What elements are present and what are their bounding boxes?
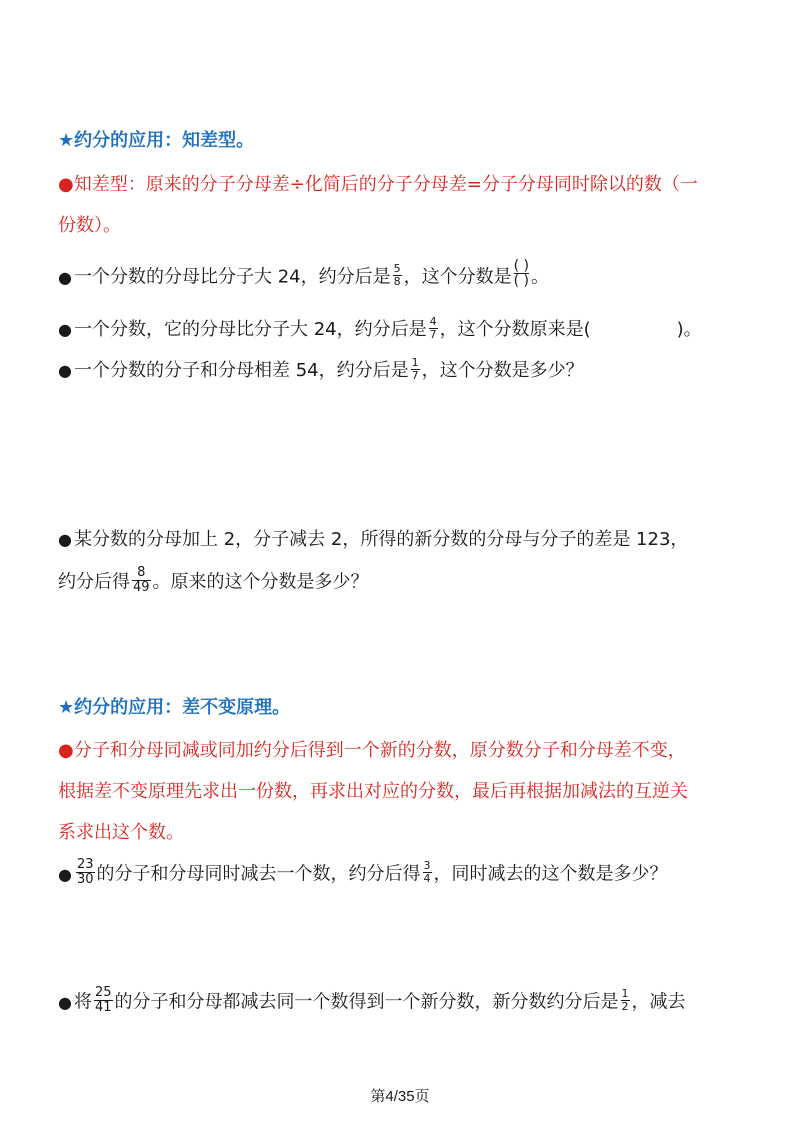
rule-text-2-line3: 系求出这个数。 (58, 822, 184, 843)
fraction-numerator: 23 (76, 857, 94, 872)
question-6 (58, 985, 686, 1017)
question-text: 的分子和分母同时减去一个数，约分后得 (96, 863, 421, 885)
question-5 (58, 857, 668, 889)
fraction (76, 858, 95, 887)
page-number: 第4/35页 (370, 1088, 430, 1105)
section-heading-1: ★约分的应用：知差型。 (58, 130, 255, 151)
bullet: ● (58, 361, 72, 380)
fraction-numerator: 25 (94, 985, 112, 1000)
fraction (621, 988, 630, 1013)
question-text: )。 (676, 319, 702, 340)
question-text: 。 (530, 266, 549, 288)
question-2 (58, 314, 702, 343)
question-text: 将 (73, 991, 92, 1013)
fraction-numerator: 4 (429, 314, 437, 328)
fraction (393, 263, 402, 288)
fraction-denominator: 30 (76, 872, 94, 887)
fraction (429, 316, 438, 341)
question-text: 的分子和分母都减去同一个数得到一个新分数，新分数约分后是 (114, 991, 619, 1013)
fraction (94, 986, 113, 1015)
blank-numerator: ( ) (513, 258, 529, 274)
question-text: ，同时减去的这个数是多少？ (433, 863, 668, 885)
bullet: ● (58, 267, 72, 287)
rule-text-1-line1: ●知差型：原来的分子分母差÷化简后的分子分母差=分子分母同时除以的数（一 (58, 174, 698, 195)
question-text: 某分数的分母加上 2，分子减去 2，所得的新分数的分母与分子的差是 123， (73, 529, 689, 550)
question-text: ，这个分数是 (403, 266, 512, 288)
question-text: 一个分数的分子和分母相差 54，约分后是 (73, 360, 409, 381)
rule-text-2-line2: 根据差不变原理先求出一份数，再求出对应的分数，最后再根据加减法的互逆关 (58, 781, 688, 802)
fraction-numerator: 3 (423, 859, 431, 872)
bullet: ● (58, 864, 72, 884)
fraction-denominator: 7 (411, 368, 419, 382)
fraction-numerator: 8 (137, 565, 146, 580)
fraction-numerator: 1 (411, 355, 419, 369)
question-text: ，这个分数是多少？ (421, 360, 584, 381)
question-text: 约分后得 (58, 571, 130, 593)
fraction-numerator: 1 (621, 987, 629, 1000)
fraction-denominator: 49 (133, 580, 150, 595)
question-3 (58, 355, 584, 384)
fraction (423, 860, 432, 885)
question-text: 一个分数的分母比分子大 24，约分后是 (73, 266, 391, 288)
question-4-line1 (58, 527, 688, 553)
fraction-numerator: 5 (393, 262, 401, 275)
question-text: ，减去 (631, 991, 686, 1013)
question-4-line2 (58, 565, 369, 597)
section-heading-2: ★约分的应用：差不变原理。 (58, 697, 291, 718)
bullet: ● (58, 992, 72, 1012)
answer-blank-fraction[interactable] (514, 259, 529, 288)
bullet: ● (58, 530, 72, 549)
fraction-denominator: 2 (621, 1000, 629, 1013)
fraction (132, 566, 151, 595)
question-text: ，这个分数原来是( (439, 319, 591, 340)
blank-denominator: ( ) (513, 273, 529, 289)
question-text: 一个分数，它的分母比分子大 24，约分后是 (73, 319, 427, 340)
fraction-denominator: 8 (393, 275, 401, 288)
bullet: ● (58, 320, 72, 339)
fraction-denominator: 7 (429, 327, 437, 341)
fraction (411, 357, 420, 382)
question-text: 。原来的这个分数是多少？ (152, 571, 369, 593)
fraction-denominator: 41 (94, 1000, 112, 1015)
rule-text-1-line2: 份数）。 (58, 215, 121, 236)
rule-text-2-line1: ●分子和分母同减或同加约分后得到一个新的分数，原分数分子和分母差不变， (58, 740, 686, 761)
fraction-denominator: 4 (423, 872, 431, 885)
question-1 (58, 258, 549, 292)
